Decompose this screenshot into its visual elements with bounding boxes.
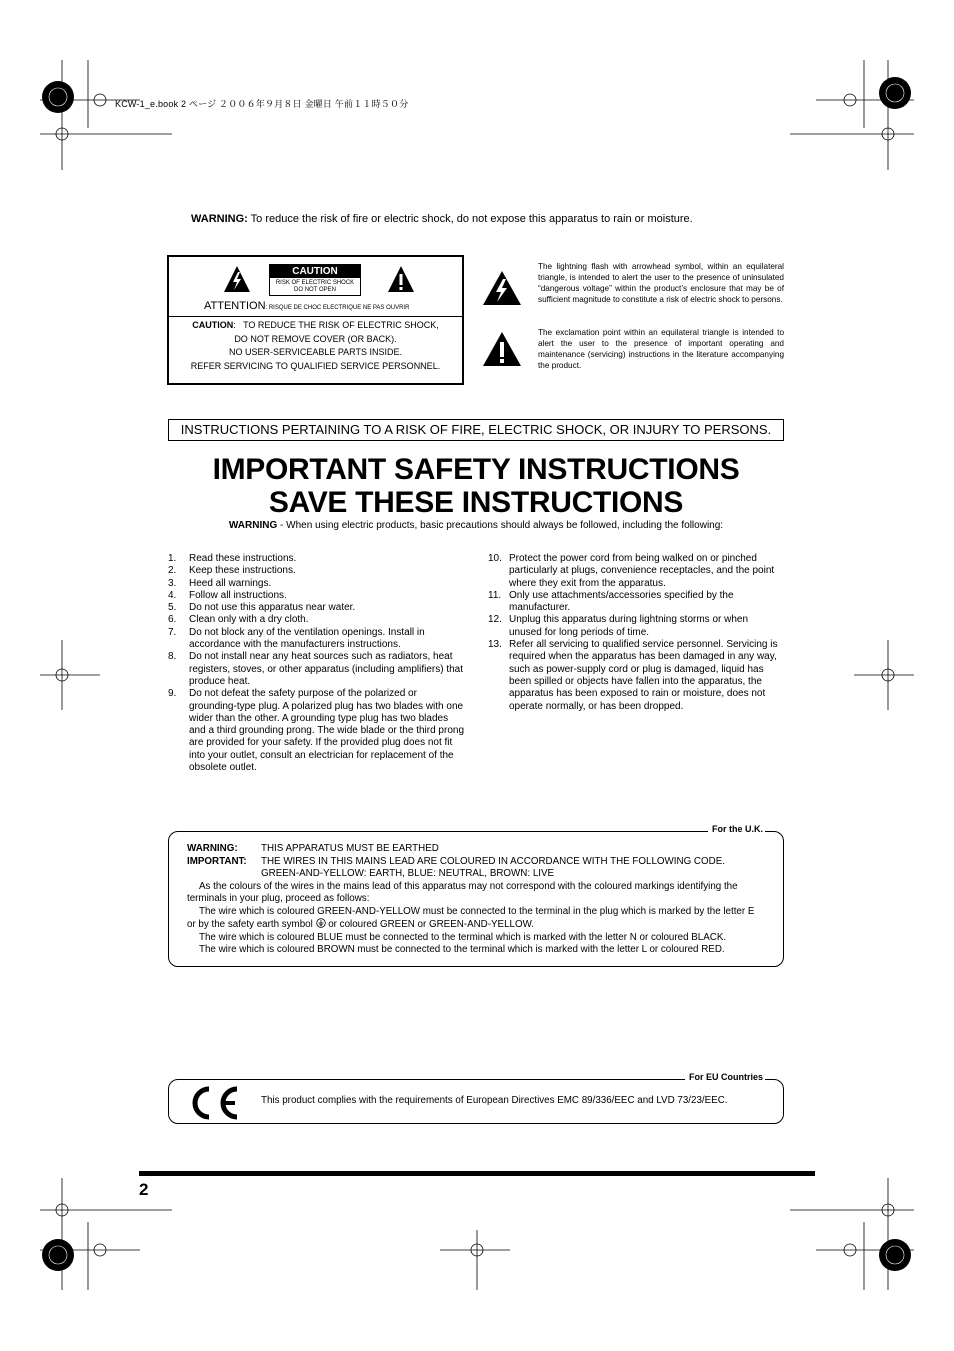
uk-para-1: As the colours of the wires in the mains lead of this apparatus may not correspond with the coloured markings identifying the terminals in your plug, proceed as follows: xyxy=(187,880,738,904)
exclamation-triangle-icon xyxy=(387,265,415,293)
eu-legend: For EU Countries xyxy=(685,1072,765,1082)
uk-important-label: IMPORTANT: xyxy=(187,855,247,867)
lightning-triangle-icon xyxy=(223,265,251,293)
list-item: 5. Do not use this apparatus near water. xyxy=(168,602,356,614)
footer-rule xyxy=(139,1171,815,1176)
instruction-list-left xyxy=(168,553,466,774)
instruction-list-right xyxy=(488,553,780,713)
caution-line-1: TO REDUCE THE RISK OF ELECTRIC SHOCK, xyxy=(243,320,439,330)
list-item: 3. Heed all warnings. xyxy=(168,577,272,589)
attention-label: ATTENTION xyxy=(204,300,266,312)
list-item: 2. Keep these instructions. xyxy=(168,565,296,577)
list-item: 12. Unplug this apparatus during lightning storms or when unused for long periods of time. xyxy=(488,614,749,638)
attention-sub: : RISQUE DE CHOC ELECTRIQUE NE PAS OUVRIR xyxy=(265,305,410,311)
caution-box xyxy=(167,255,464,385)
uk-warning-label: WARNING: xyxy=(187,843,238,854)
list-item: 1. Read these instructions. xyxy=(168,553,297,564)
file-header: KCW-1_e.book 2 ページ ２００６年９月８日 金曜日 午前１１時５０分 xyxy=(115,99,409,109)
caution-line-3: NO USER-SERVICEABLE PARTS INSIDE. xyxy=(228,347,403,357)
earth-symbol-icon xyxy=(316,918,326,928)
attention-line xyxy=(204,300,409,312)
caution-lead: CAUTION xyxy=(192,320,234,330)
caution-sub-1: RISK OF ELECTRIC SHOCK xyxy=(275,280,355,286)
top-warning-text: To reduce the risk of fire or electric shock, do not expose this apparatus to rain or moisture. xyxy=(247,213,693,225)
list-item: 8. Do not install near any heat sources such as radiators, heat registers, stoves, or other apparatus (including amplifiers) that produce heat. xyxy=(168,651,464,687)
uk-warning-text: THIS APPARATUS MUST BE EARTHED xyxy=(261,843,439,854)
uk-para-3: The wire which is coloured BLUE must be connected to the terminal which is marked with the letter N or coloured BLACK. xyxy=(199,931,727,943)
list-item: 9. Do not defeat the safety purpose of the polarized or grounding-type plug. A polarized plug has two blades with one wider than the other. A grounding type plug has two blades and a third grounding prong. The wide blade or the third prong are provided for your safety. If the provided plug does not fit into your outlet, consult an electrician for replacement of the obsolete outlet. xyxy=(168,688,465,774)
uk-important-text-2: GREEN-AND-YELLOW: EARTH, BLUE: NEUTRAL, BROWN: LIVE xyxy=(261,868,555,879)
caution-box-header xyxy=(169,257,462,317)
caution-line-4: REFER SERVICING TO QUALIFIED SERVICE PERSONNEL. xyxy=(190,360,441,371)
caution-instructions: CAUTION: TO REDUCE THE RISK OF ELECTRIC SHOCK, DO NOT REMOVE COVER (OR BACK). NO USER-SERVICEABLE PARTS INSIDE. REFER SERVICING TO QUALIFIED SERVICE PERSONNEL. xyxy=(169,319,462,373)
eu-compliance-box xyxy=(168,1072,784,1124)
uk-para-4: The wire which is coloured BROWN must be connected to the terminal which is marked with the letter L or coloured RED. xyxy=(199,944,725,955)
caution-label: CAUTION xyxy=(270,265,360,278)
basic-warning-label: WARNING xyxy=(228,520,278,531)
top-warning-label: WARNING: xyxy=(191,213,248,225)
page-number: 2 xyxy=(139,1180,149,1199)
basic-warning xyxy=(168,520,784,531)
caution-line-2: DO NOT REMOVE COVER (OR BACK). xyxy=(234,333,397,344)
list-item: 13. Refer all servicing to qualified service personnel. Servicing is required when the apparatus has been damaged in any way, such as power-supply cord or plug is damaged, liquid has been spilled or objects have fallen into the apparatus, the apparatus has been exposed to rain or moisture, does not operate normally, or has been dropped. xyxy=(488,639,778,712)
uk-important-text-1: THE WIRES IN THIS MAINS LEAD ARE COLOURED IN ACCORDANCE WITH THE FOLLOWING CODE. xyxy=(261,855,725,867)
basic-warning-text: - When using electric products, basic precautions should always be followed, including the following: xyxy=(277,520,724,531)
list-item: 7. Do not block any of the ventilation openings. Install in accordance with the manufacturers instructions. xyxy=(168,626,425,651)
eu-compliance-text: This product complies with the requirements of European Directives EMC 89/336/EEC and LVD 73/23/EEC. xyxy=(261,1095,728,1106)
page-title-line-1: IMPORTANT SAFETY INSTRUCTIONS xyxy=(212,453,740,486)
top-warning xyxy=(191,213,693,225)
ce-mark-icon xyxy=(185,1083,241,1121)
list-item: 4. Follow all instructions. xyxy=(168,589,287,601)
uk-para-2: The wire which is coloured GREEN-AND-YELLOW must be connected to the terminal in the plug which is marked by the letter E or by the safety earth symbol or coloured GREEN or GREEN-AND-YELLOW. xyxy=(187,905,755,930)
lightning-symbol-icon xyxy=(482,270,522,306)
list-item: 6. Clean only with a dry cloth. xyxy=(168,614,309,626)
page-title-line-2: SAVE THESE INSTRUCTIONS xyxy=(268,486,684,519)
caution-label-box xyxy=(269,264,361,296)
list-item: 11. Only use attachments/accessories specified by the manufacturer. xyxy=(488,589,734,614)
exclamation-symbol-icon xyxy=(482,331,522,367)
list-item: 10. Protect the power cord from being walked on or pinched particularly at plugs, convenience receptacles, and the point where they exit from the apparatus. xyxy=(488,553,775,589)
lightning-symbol-text: The lightning flash with arrowhead symbol, within an equilateral triangle, is intended to alert the user to the presence of uninsulated “dangerous voltage” within the product’s enclosure that may be of sufficient magnitude to constitute a risk of electric shock to persons. xyxy=(538,262,784,304)
instructions-banner: INSTRUCTIONS PERTAINING TO A RISK OF FIRE, ELECTRIC SHOCK, OR INJURY TO PERSONS. xyxy=(168,419,784,441)
uk-legend: For the U.K. xyxy=(708,824,765,834)
exclamation-symbol-text: The exclamation point within an equilateral triangle is intended to alert the user to the presence of important operating and maintenance (servicing) instructions in the literature accompanying the product. xyxy=(538,328,784,370)
uk-wiring-box xyxy=(168,824,784,967)
caution-sub-2: DO NOT OPEN xyxy=(294,286,336,293)
